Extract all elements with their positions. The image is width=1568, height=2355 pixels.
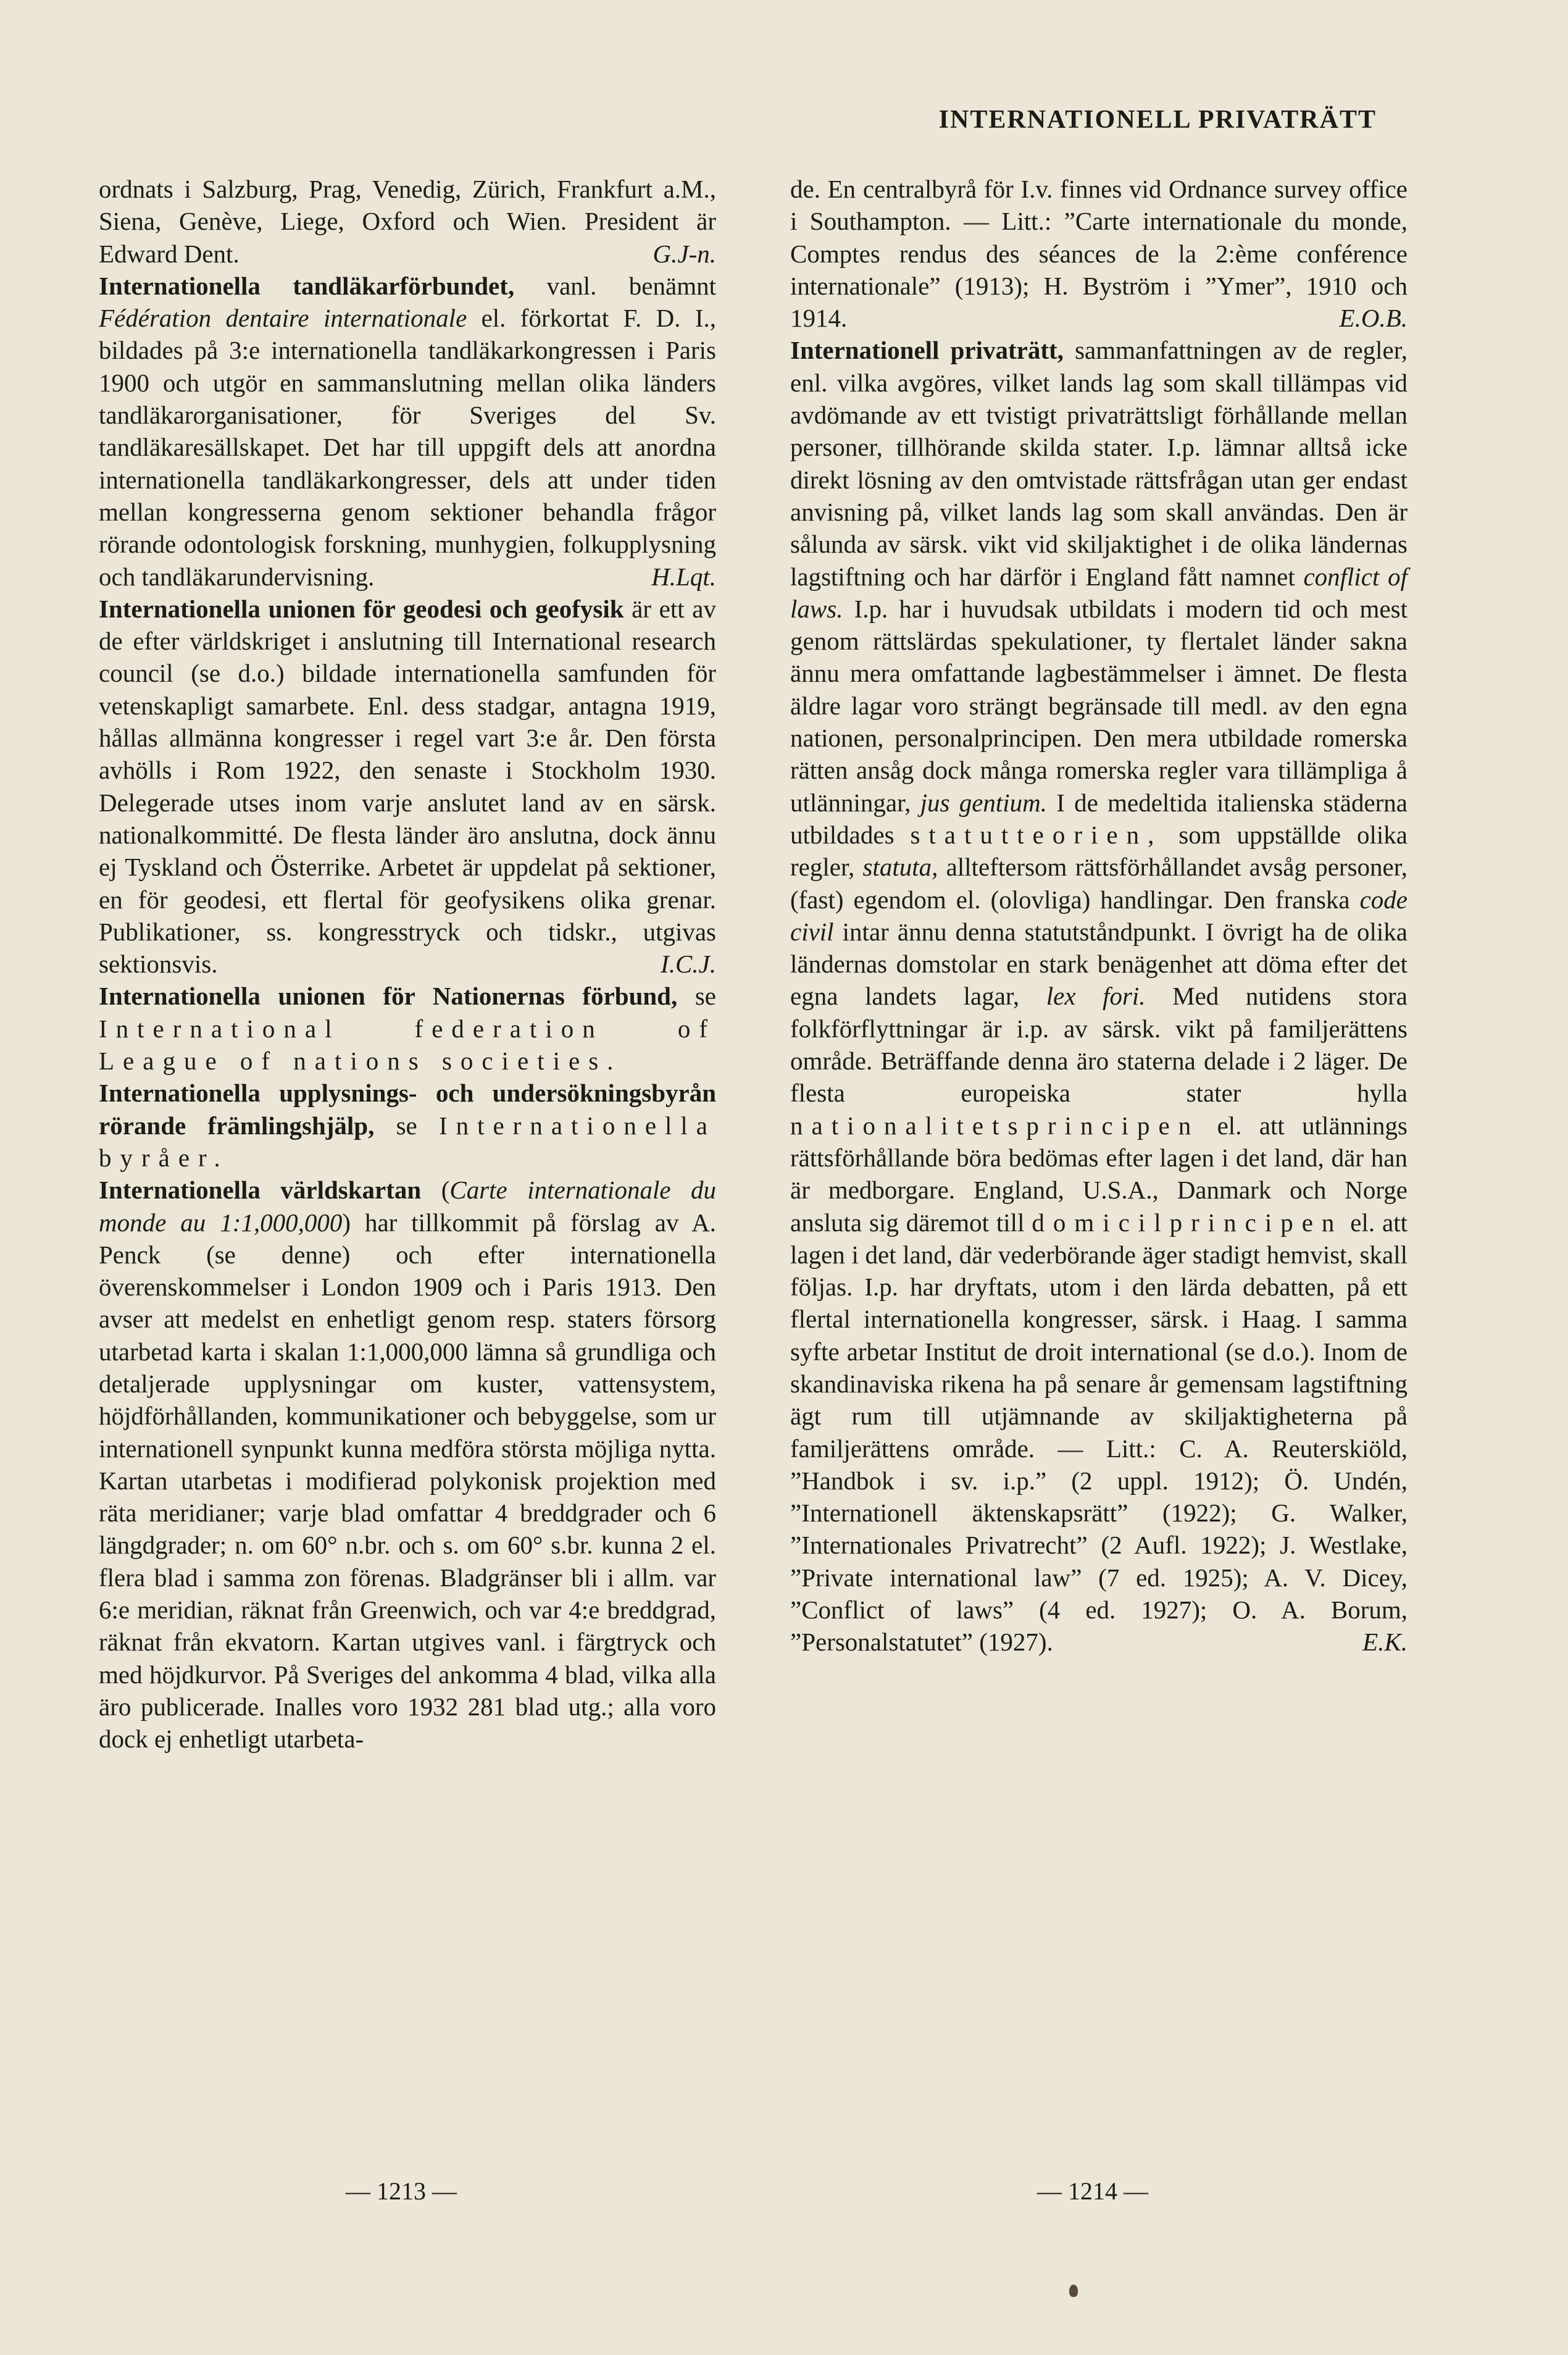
cross-reference: International federation of League of nations societies. <box>99 1014 716 1076</box>
entry-continuation: ordnats i Salzburg, Prag, Venedig, Zürich, Frankfurt a.M., Siena, Genève, Liege, Oxford och Wien. President är Edward Dent. G.J-n. <box>99 173 716 270</box>
author-signature: G.J-n. <box>653 239 716 268</box>
page-number-right: — 1214 — <box>1037 2177 1148 2205</box>
author-signature: I.C.J. <box>661 950 716 979</box>
author-signature: E.K. <box>1362 1628 1407 1657</box>
entry-headword: Internationella upplysnings- och undersökningsbyrån rörande främlingshjälp, <box>99 1079 716 1140</box>
entry-headword: Internationella tandläkarförbundet, <box>99 271 515 300</box>
entry-headword: Internationell privaträtt, <box>790 336 1064 365</box>
author-signature: E.O.B. <box>1339 304 1407 333</box>
page-number-left: — 1213 — <box>346 2177 457 2205</box>
entry-privatratt: Internationell privaträtt, sammanfattningen av de regler, enl. vilka avgöres, vilket lands lag som skall tillämpas vid avdömande av ett tvistigt privaträttsligt förhållande mellan personer, tillhörande skilda stater. I.p. lämnar alltså icke direkt lösning av den omtvistade rättsfrågan utan ger endast anvisning på, vilket lands lag som skall användas. Den är sålunda av särsk. vikt vid skiljaktighet i de olika ländernas lagstiftning och har därför i England fått namnet conflict of laws. I.p. har i huvudsak utbildats i modern tid och mest genom rättslärdas spekulationer, ty flertalet länder sakna ännu mera omfattande lagbestämmelser i ämnet. De flesta äldre lagar voro strängt begränsade till medl. av den egna nationen, personalprincipen. Den mera utbildade romerska rätten ansåg dock många romerska regler vara tillämpliga å utlänningar, jus gentium. I de medeltida italienska städerna utbildades statutteorien, som uppställde olika regler, statuta, allteftersom rättsförhållandet avsåg personer, (fast) egendom el. (olovliga) handlingar. Den franska code civil intar ännu denna statutståndpunkt. I övrigt ha de olika ländernas domstolar en stark benägenhet att döma efter det egna landets lagar, lex fori. Med nutidens stora folkförflyttningar är i.p. av särsk. vikt på familjerättens område. Beträffande denna äro staterna delade i 2 läger. De flesta europeiska stater hylla nationalitetsprincipen el. att utlännings rättsförhållande böra bedömas efter lagen i det land, där han är medborgare. England, U.S.A., Danmark och Norge ansluta sig däremot till domicilprincipen el. att lagen i det land, där vederbörande äger stadigt hemvist, skall följas. I.p. har dryftats, utom i den lärda debatten, på ett flertal internationella kongresser, särsk. i Haag. I samma syfte arbetar Institut de droit international (se d.o.). Inom de skandinaviska rikena ha på senare år gemensam lagstiftning ägt rum till utjämnande av skiljaktigheterna på familjerättens område. — Litt.: C. A. Reuterskiöld, ”Handbok i sv. i.p.” (2 uppl. 1912); Ö. Undén, ”Internationell äktenskapsrätt” (1922); G. Walker, ”Internationales Privatrecht” (2 Aufl. 1922); J. Westlake, ”Private international law” (7 ed. 1925); A. V. Dicey, ”Conflict of laws” (4 ed. 1927); O. A. Borum, ”Personalstatutet” (1927). E.K. <box>790 334 1407 1658</box>
running-header: INTERNATIONELL PRIVATRÄTT <box>938 106 1377 134</box>
entry-geodesi: Internationella unionen för geodesi och geofysik är ett av de efter världskriget i anslutning till International research council (se d.o.) bildade internationella samfunden för vetenskapligt samarbete. Enl. dess stadgar, antagna 1919, hållas allmänna kongresser i regel vart 3:e år. Den första avhölls i Rom 1922, den senaste i Stockholm 1930. Delegerade utses inom varje anslutet land av en särsk. nationalkommitté. De flesta länder äro anslutna, dock ännu ej Tyskland och Österrike. Arbetet är uppdelat på sektioner, en för geodesi, ett flertal för geofysikens olika grenar. Publikationer, ss. kongresstryck och tidskr., utgivas sektionsvis. I.C.J. <box>99 593 716 981</box>
cross-reference: Internationella byråer. <box>99 1111 716 1172</box>
ink-mark <box>1069 2285 1078 2297</box>
entry-varldskartan: Internationella världskartan (Carte internationale du monde au 1:1,000,000) har tillkommit på förslag av A. Penck (se denne) och efter internationella överenskommelser i London 1909 och i Paris 1913. Den avser att medelst en enhetligt genom resp. staters försorg utarbetad karta i skalan 1:1,000,000 lämna så grundliga och detaljerade upplysningar om kuster, vattensystem, höjdförhållanden, kommunikationer och bebyggelse, som ur internationell synpunkt kunna medföra största möjliga nytta. Kartan utarbetas i modifierad polykonisk projektion med räta meridianer; varje blad omfattar 4 breddgrader och 6 längdgrader; n. om 60° n.br. och s. om 60° s.br. kunna 2 el. flera blad i samma zon förenas. Bladgränser bli i allm. var 6:e meridian, räknat från Greenwich, och var 4:e breddgrad, räknat från ekvatorn. Kartan utgives vanl. i färgtryck och med höjdkurvor. På Sveriges del ankomma 4 blad, vilka alla äro publicerade. Inalles voro 1932 281 blad utg.; alla voro dock ej enhetligt utarbeta- <box>99 1176 717 1754</box>
entry-upplysningsbyran: Internationella upplysnings- och undersökningsbyrån rörande främlingshjälp, se Internationella byråer. <box>99 1079 716 1172</box>
left-column <box>99 173 716 1755</box>
entry-headword: Internationella unionen för Nationernas förbund, <box>99 982 678 1011</box>
author-signature: H.Lqt. <box>651 562 716 591</box>
right-column <box>790 173 1407 1659</box>
entry-headword: Internationella världskartan <box>99 1176 422 1205</box>
entry-tandlakarforbundet: Internationella tandläkarförbundet, vanl. benämnt Fédération dentaire internationale el. förkortat F. D. I., bildades på 3:e internationella tandläkarkongressen i Paris 1900 och utgör en sammanslutning mellan olika länders tandläkarorganisationer, för Sveriges del Sv. tandläkaresällskapet. Det har till uppgift dels att anordna internationella tandläkarkongresser, dels att under tiden mellan kongresserna genom sektioner behandla frågor rörande odontologisk forskning, munhygien, folkupplysning och tandläkarundervisning. H.Lqt. <box>99 270 716 593</box>
entry-nationernas-forbund: Internationella unionen för Nationernas förbund, se International federation of League of nations societies. <box>99 982 717 1076</box>
entry-continuation: de. En centralbyrå för I.v. finnes vid Ordnance survey office i Southampton. — Litt.: ”Carte internationale du monde, Comptes rendus des séances de la 2:ème conférence internationale” (1913); H. Byström i ”Ymer”, 1910 och 1914. E.O.B. <box>790 173 1407 334</box>
entry-headword: Internationella unionen för geodesi och geofysik <box>99 594 624 623</box>
